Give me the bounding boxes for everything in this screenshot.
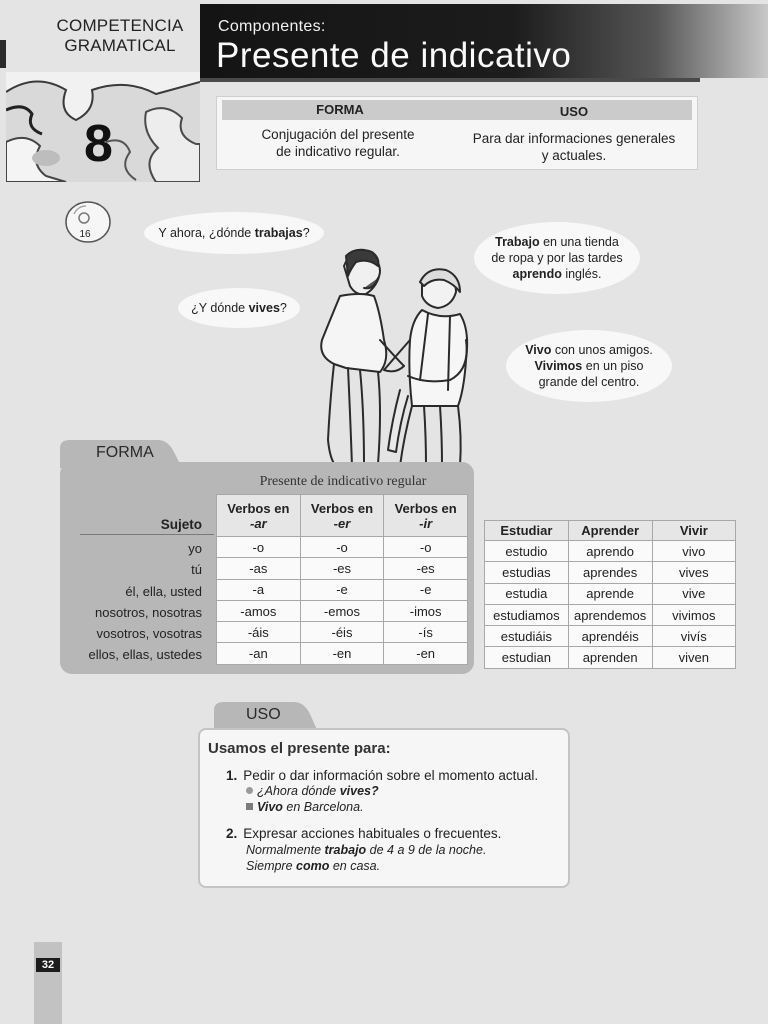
table-row: -áis -éis -ís (217, 622, 468, 643)
subject-row: tú (191, 562, 202, 578)
uso-example: Normalmente trabajo de 4 a 9 de la noche. (246, 843, 487, 857)
uso-item-1: 1. Pedir o dar información sobre el momento actual. (226, 768, 539, 783)
endings-table (216, 494, 468, 665)
uso-example: Siempre como en casa. (246, 859, 381, 873)
table-row: -o -o -o (217, 537, 468, 558)
table-row: -amos -emos -imos (217, 600, 468, 621)
column-header-ar: Verbos en -ar (217, 495, 301, 537)
column-header-ir: Verbos en -ir (384, 495, 468, 537)
audio-cd-icon[interactable] (64, 200, 112, 249)
summary-forma-header: FORMA (316, 102, 364, 117)
subject-row: él, ella, usted (125, 583, 202, 599)
example-header: Aprender (568, 521, 652, 541)
audio-track-number: 16 (79, 229, 91, 240)
example-header: Estudiar (485, 521, 569, 541)
table-row: -as -es -es (217, 558, 468, 579)
table-row: -a -e -e (217, 579, 468, 600)
subject-row: yo (188, 541, 202, 556)
speech-bubble-3: Trabajo en una tienda de ropa y por las tardes aprendo inglés. (474, 222, 640, 294)
page-number-strip (34, 942, 62, 1024)
page-title: Presente de indicativo (216, 36, 572, 75)
section-label-line2: GRAMATICAL (64, 36, 176, 55)
table-row: -an -en -en (217, 643, 468, 664)
subject-row: nosotros, nosotras (95, 604, 202, 620)
table-row: estudia aprende vive (485, 583, 736, 604)
forma-tab-label: FORMA (96, 444, 154, 461)
page-subtitle: Componentes: (218, 18, 326, 35)
uso-tab-label: USO (246, 706, 281, 723)
unit-number: 8 (84, 115, 113, 173)
speech-bubble-4: Vivo con unos amigos. Vivimos en un piso grande del centro. (506, 330, 672, 402)
table-row: estudiamos aprendemos vivimos (485, 604, 736, 625)
circle-bullet-icon (246, 787, 253, 794)
table-row: estudiáis aprendéis vivís (485, 626, 736, 647)
section-label (40, 16, 200, 56)
page-number: 32 (36, 958, 60, 972)
conjugation-table-title: Presente de indicativo regular (259, 474, 427, 489)
example-header: Vivir (652, 521, 735, 541)
left-edge-strip (0, 40, 6, 68)
uso-item-2: 2. Expresar acciones habituales o frecuentes. (226, 826, 502, 841)
section-label-line1: COMPETENCIA (56, 16, 184, 35)
uso-example: ¿Ahora dónde vives? (246, 783, 379, 799)
subject-row: vosotros, vosotras (96, 626, 202, 642)
table-row: estudian aprenden viven (485, 647, 736, 668)
uso-example: Vivo en Barcelona. (246, 799, 364, 815)
subject-header: Sujeto (160, 517, 202, 532)
examples-table (484, 520, 736, 669)
column-header-er: Verbos en -er (300, 495, 384, 537)
square-bullet-icon (246, 803, 253, 810)
two-people-illustration (300, 240, 490, 470)
uso-heading: Usamos el presente para: (208, 740, 391, 757)
table-row: estudias aprendes vives (485, 562, 736, 583)
summary-forma-text: Conjugación del presente de indicativo regular. (261, 127, 415, 159)
title-underline (200, 78, 700, 82)
summary-uso-text: Para dar informaciones generales y actuales. (472, 131, 676, 163)
speech-bubble-1: Y ahora, ¿dónde trabajas? (144, 212, 324, 254)
subject-column (66, 512, 202, 666)
subject-row: ellos, ellas, ustedes (88, 647, 202, 663)
summary-uso-header: USO (559, 104, 589, 119)
table-row: estudio aprendo vivo (485, 541, 736, 562)
speech-bubble-2: ¿Y dónde vives? (178, 288, 300, 328)
